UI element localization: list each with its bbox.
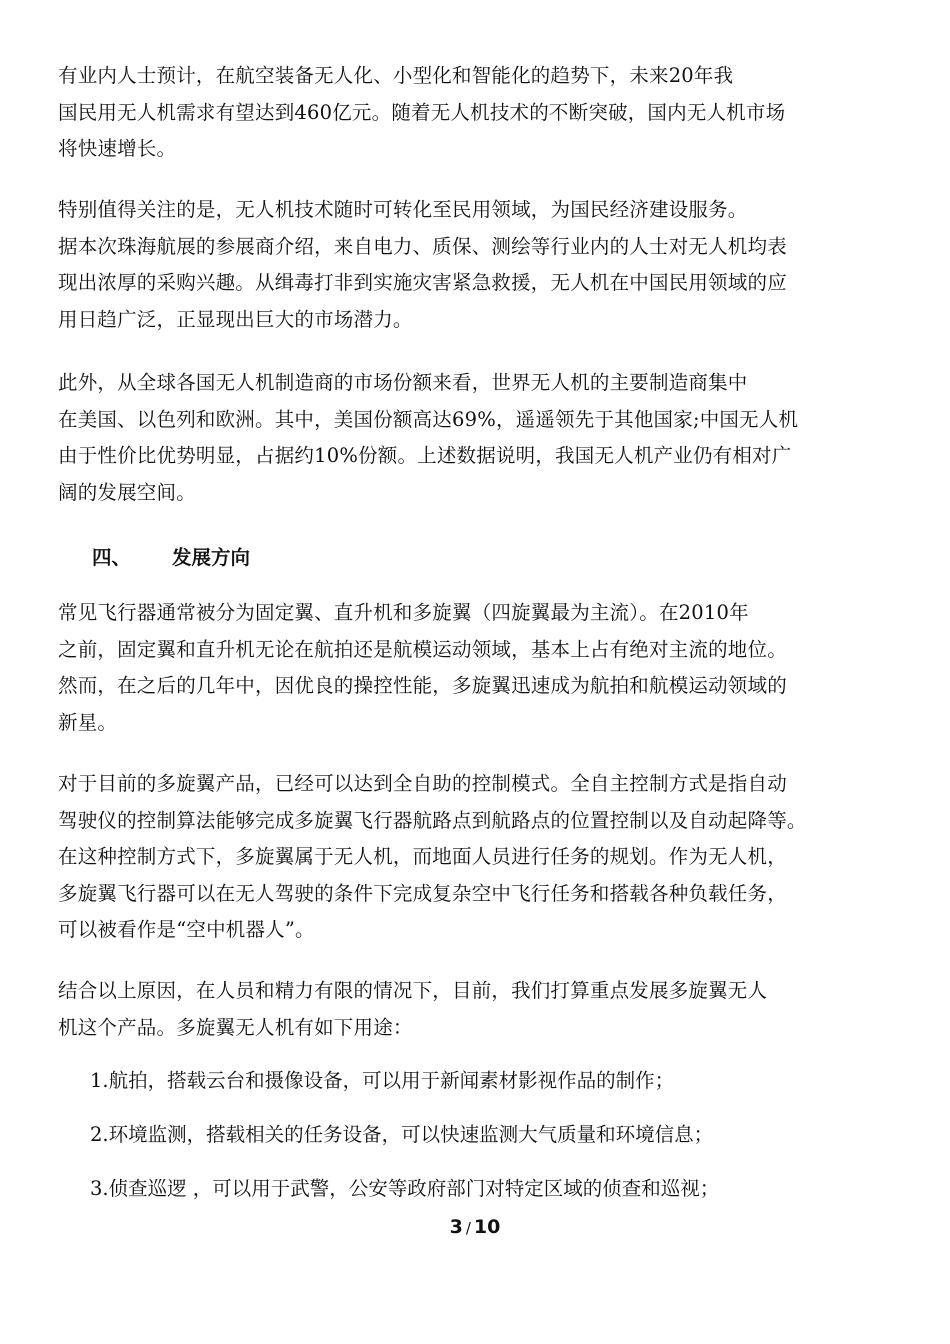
total-pages: 10 <box>473 1216 501 1238</box>
paragraph-line: 阔的发展空间。 <box>58 480 196 504</box>
paragraph-line: 驾驶仪的控制算法能够完成多旋翼飞行器航路点到航路点的位置控制以及自动起降等。 <box>58 808 807 832</box>
paragraph-line: 常见飞行器通常被分为固定翼、直升机和多旋翼（四旋翼最为主流）。在2010年 <box>58 601 749 624</box>
paragraph-market-share <box>58 365 898 511</box>
paragraph-line: 机这个产品。多旋翼无人机有如下用途： <box>58 1015 413 1039</box>
paragraph-line: 多旋翼飞行器可以在无人驾驶的条件下完成复杂空中飞行任务和搭载各种负载任务， <box>58 881 787 905</box>
paragraph-line: 有业内人士预计，在航空装备无人化、小型化和智能化的趋势下，未来20年我 <box>58 64 734 87</box>
list-item-patrol: 3.侦查巡逻 ，可以用于武警，公安等政府部门对特定区域的侦查和巡视； <box>90 1177 720 1200</box>
paragraph-line: 此外，从全球各国无人机制造商的市场份额来看，世界无人机的主要制造商集中 <box>58 371 748 394</box>
paragraph-line: 新星。 <box>58 710 118 734</box>
paragraph-line: 在这种控制方式下，多旋翼属于无人机，而地面人员进行任务的规划。作为无人机， <box>58 845 787 868</box>
paragraph-line: 可以被看作是“空中机器人”。 <box>58 918 315 941</box>
paragraph-line: 国民用无人机需求有望达到460亿元。随着无人机技术的不断突破，国内无人机市场 <box>58 100 786 124</box>
current-page: 3 <box>449 1216 463 1238</box>
paragraph-line: 用日趋广泛，正显现出巨大的市场潜力。 <box>58 307 413 331</box>
page-separator: / <box>465 1219 471 1237</box>
paragraph-line: 在美国、以色列和欧洲。其中，美国份额高达69%，遥遥领先于其他国家;中国无人机 <box>58 407 799 431</box>
paragraph-focus-plan <box>58 973 898 1046</box>
paragraph-autonomous-control <box>58 766 898 949</box>
paragraph-line: 特别值得关注的是，无人机技术随时可转化至民用领域，为国民经济建设服务。 <box>58 198 748 221</box>
paragraph-market-forecast <box>58 58 898 168</box>
paragraph-line: 现出浓厚的采购兴趣。从缉毒打非到实施灾害紧急救援，无人机在中国民用领域的应 <box>58 271 787 294</box>
paragraph-line: 对于目前的多旋翼产品，已经可以达到全自助的控制模式。全自主控制方式是指自动 <box>58 772 787 795</box>
paragraph-line: 结合以上原因，在人员和精力有限的情况下，目前，我们打算重点发展多旋翼无人 <box>58 979 768 1002</box>
paragraph-line: 据本次珠海航展的参展商介绍，来自电力、质保、测绘等行业内的人士对无人机均表 <box>58 234 787 258</box>
paragraph-line: 将快速增长。 <box>58 137 177 160</box>
paragraph-line: 然而，在之后的几年中，因优良的操控性能，多旋翼迅速成为航拍和航模运动领域的 <box>58 674 787 697</box>
page-number <box>0 1212 950 1243</box>
paragraph-civil-use <box>58 192 898 338</box>
section-title: 发展方向 <box>172 546 251 569</box>
paragraph-line: 由于性价比优势明显，占据约10%份额。上述数据说明，我国无人机产业仍有相对广 <box>58 444 792 467</box>
paragraph-aircraft-types <box>58 595 898 741</box>
section-number: 四、 <box>92 546 132 569</box>
section-heading <box>92 540 250 576</box>
list-item-environment-monitoring: 2.环境监测，搭载相关的任务设备，可以快速监测大气质量和环境信息； <box>90 1123 714 1146</box>
paragraph-line: 之前，固定翼和直升机无论在航拍还是航模运动领域，基本上占有绝对主流的地位。 <box>58 637 787 661</box>
list-item-aerial-photo: 1.航拍，搭载云台和摄像设备，可以用于新闻素材影视作品的制作； <box>90 1069 675 1092</box>
